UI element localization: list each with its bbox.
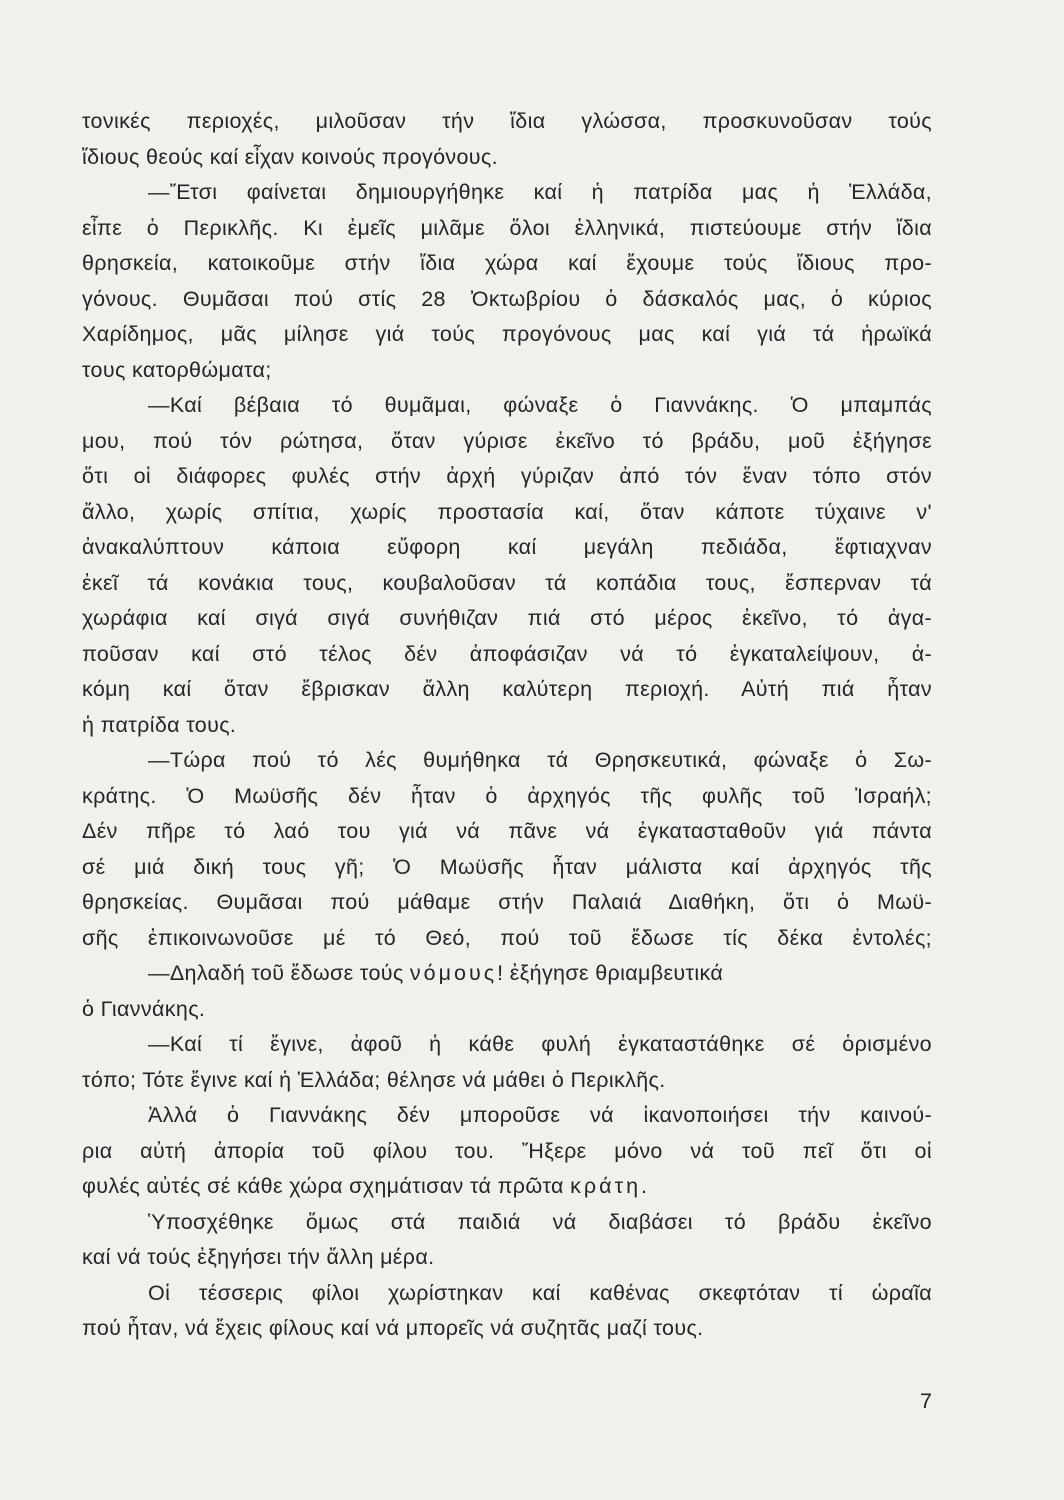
text-line: σῆς ἐπικοινωνοῦσε μέ τό Θεό, πού τοῦ ἔδωσε τίς δέκα ἐντολές; [82,925,932,950]
text-line: χωράφια καί σιγά σιγά συνήθιζαν πιά στό μέρος ἐκεῖνο, τό ἀγα- [82,606,932,630]
text-line: —Καί τί ἔγινε, ἀφοῦ ἡ κάθε φυλή ἐγκαταστάθηκε σέ ὁρισμένο [148,1032,932,1056]
text-fragment: ! ἐξήγησε θριαμβευτικά [497,961,724,985]
text-line: σέ μιά δική τους γῆ; Ὁ Μωϋσῆς ἦταν μάλιστα καί ἀρχηγός τῆς [82,854,932,879]
text-line: —Ἔτσι φαίνεται δημιουργήθηκε καί ἡ πατρίδα μας ἡ Ἑλλάδα, [148,180,932,204]
emphasized-word: νόμους [409,961,498,985]
text-line: Οἱ τέσσερις φίλοι χωρίστηκαν καί καθένας σκεφτόταν τί ὡραῖα [148,1280,932,1305]
text-line: Ἀλλά ὁ Γιαννάκης δέν μποροῦσε νά ἱκανοποιήσει τήν καινού- [148,1103,932,1127]
text-line: —Καί βέβαια τό θυμᾶμαι, φώναξε ὁ Γιαννάκης. Ὁ μπαμπάς [148,393,932,417]
text-line: πού ἦταν, νά ἔχεις φίλους καί νά μπορεῖς νά συζητᾶς μαζί τους. [82,1316,704,1340]
text-line: ἴδιους θεούς καί εἶχαν κοινούς προγόνους. [82,144,498,169]
text-line: Δέν πῆρε τό λαό του γιά νά πᾶνε νά ἐγκατασταθοῦν γιά πάντα [82,819,932,843]
text-line: ἡ πατρίδα τους. [82,712,237,737]
body-text [82,104,932,1347]
text-line: ὁ Γιαννάκης. [82,996,206,1021]
text-fragment: —Δηλαδή τοῦ ἔδωσε τούς [148,961,404,985]
text-line: ὅτι οἱ διάφορες φυλές στήν ἀρχή γύριζαν ἀπό τόν ἕναν τόπο στόν [82,464,932,488]
emphasized-word: κράτη [570,1174,642,1198]
text-line: ἐκεῖ τά κονάκια τους, κουβαλοῦσαν τά κοπάδια τους, ἔσπερναν τά [82,570,932,595]
text-line: Χαρίδημος, μᾶς μίλησε γιά τούς προγόνους μας καί γιά τά ἡρωϊκά [82,322,932,346]
text-line: Ὑποσχέθηκε ὅμως στά παιδιά νά διαβάσει τό βράδυ ἐκεῖνο [148,1209,932,1234]
text-line: ἄλλο, χωρίς σπίτια, χωρίς προστασία καί, ὅταν κάποτε τύχαινε ν' [82,499,932,524]
text-line: κόμη καί ὅταν ἔβρισκαν ἄλλη καλύτερη περιοχή. Αὐτή πιά ἦταν [82,677,932,701]
text-fragment: . [641,1174,648,1198]
text-line: τονικές περιοχές, μιλοῦσαν τήν ἴδια γλώσσα, προσκυνοῦσαν τούς [82,109,932,133]
text-line: μου, πού τόν ρώτησα, ὅταν γύρισε ἐκεῖνο τό βράδυ, μοῦ ἐξήγησε [82,428,932,453]
text-line: κράτης. Ὁ Μωϋσῆς δέν ἦταν ὁ ἀρχηγός τῆς φυλῆς τοῦ Ἰσραήλ; [82,783,932,808]
text-line: ποῦσαν καί στό τέλος δέν ἀποφάσιζαν νά τό ἐγκαταλείψουν, ἀ- [82,641,932,666]
text-line: —Τώρα πού τό λές θυμήθηκα τά Θρησκευτικά, φώναξε ὁ Σω- [148,748,932,772]
text-line: εἶπε ὁ Περικλῆς. Κι ἐμεῖς μιλᾶμε ὅλοι ἑλληνικά, πιστεύουμε στήν ἴδια [82,215,932,240]
text-line: ρια αὐτή ἀπορία τοῦ φίλου του. Ἤξερε μόνο νά τοῦ πεῖ ὅτι οἱ [82,1138,932,1163]
text-fragment: φυλές αὐτές σέ κάθε χώρα σχημάτισαν τά πρῶτα [82,1174,564,1198]
text-line: ἀνακαλύπτουν κάποια εὔφορη καί μεγάλη πεδιάδα, ἔφτιαχναν [82,535,932,559]
text-line [82,1169,932,1205]
text-line [82,956,932,992]
text-line: καί νά τούς ἐξηγήσει τήν ἄλλη μέρα. [82,1245,435,1269]
text-line: τους κατορθώματα; [82,357,272,382]
page-number: 7 [920,1389,932,1413]
text-line: τόπο; Τότε ἔγινε καί ἡ Ἑλλάδα; θέλησε νά μάθει ὁ Περικλῆς. [82,1067,666,1092]
text-line: γόνους. Θυμᾶσαι πού στίς 28 Ὀκτωβρίου ὁ δάσκαλός μας, ὁ κύριος [82,286,932,311]
text-line: θρησκείας. Θυμᾶσαι πού μάθαμε στήν Παλαιά Διαθήκη, ὅτι ὁ Μωϋ- [82,890,932,914]
text-line: θρησκεία, κατοικοῦμε στήν ἴδια χώρα καί ἔχουμε τούς ἴδιους προ- [82,251,932,275]
